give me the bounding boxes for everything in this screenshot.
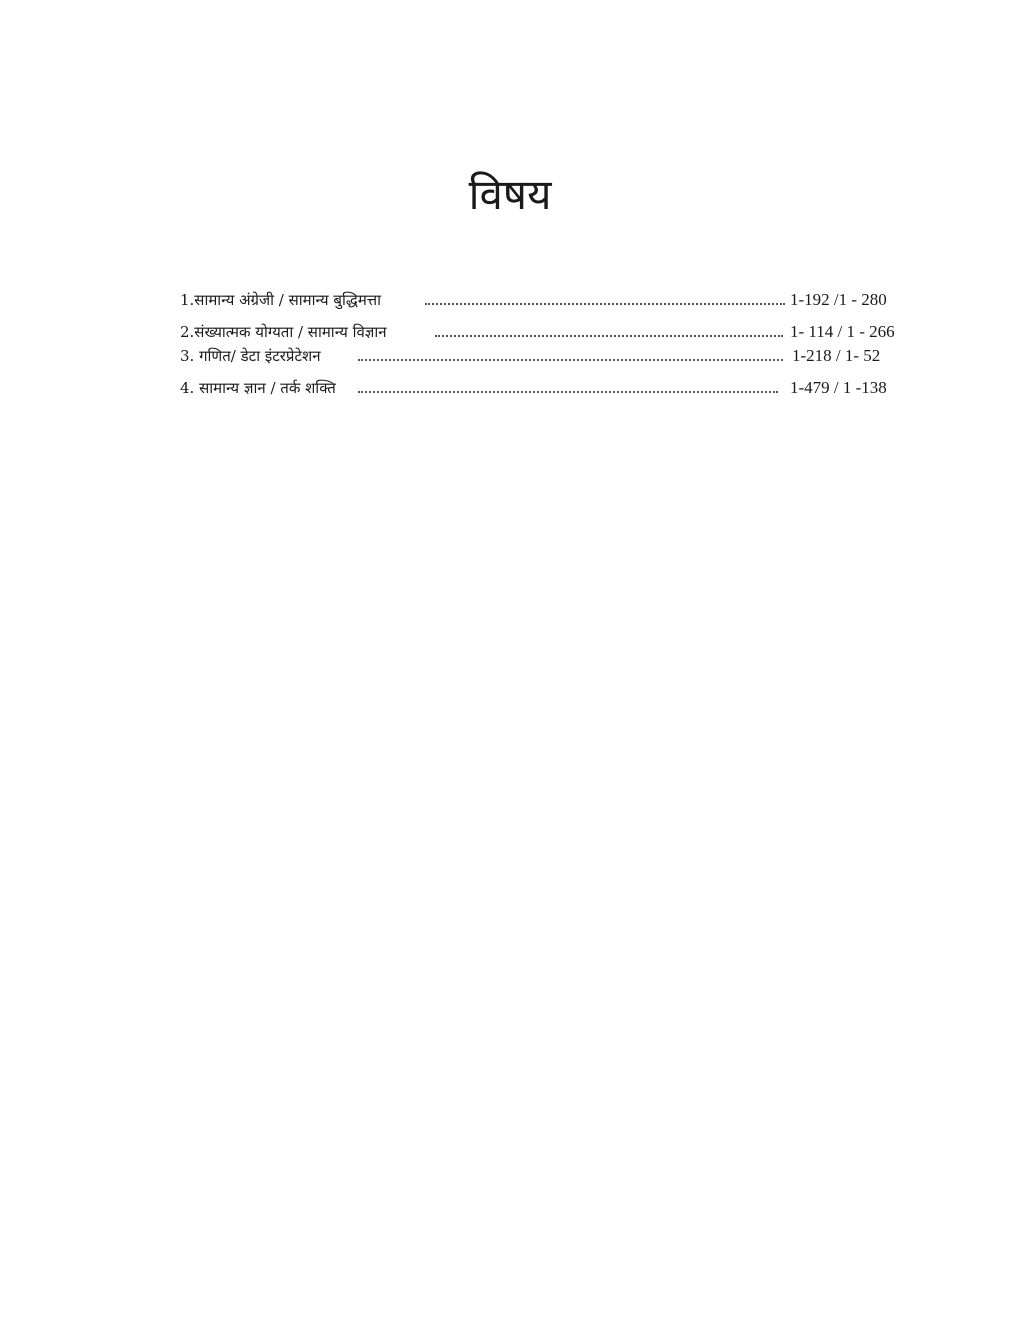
page-title: विषय: [468, 170, 552, 219]
dot-leader: [358, 359, 783, 361]
toc-entry-1[interactable]: [180, 288, 930, 312]
dot-leader: [425, 303, 785, 305]
toc-entry-3[interactable]: [180, 344, 930, 368]
toc-entry-label: 1.सामान्य अंग्रेजी / सामान्य बुद्धिमत्ता: [180, 288, 385, 312]
toc-entry-pages: 1- 114 / 1 - 266: [790, 322, 895, 341]
toc-entry-4[interactable]: [180, 376, 930, 400]
toc-entry-pages: 1-218 / 1- 52: [792, 346, 881, 365]
dot-leader: [358, 391, 778, 393]
toc-entry-label: 4. सामान्य ज्ञान / तर्क शक्ति: [180, 376, 340, 400]
toc-entry-pages: 1-192 /1 - 280: [790, 290, 887, 309]
toc-entry-label: 3. गणित/ डेटा इंटरप्रेटेशन: [180, 344, 325, 368]
toc-entry-pages: 1-479 / 1 -138: [790, 378, 887, 397]
dot-leader: [435, 335, 783, 337]
toc-entry-2[interactable]: [180, 320, 930, 344]
toc-entry-label: 2.संख्यात्मक योग्यता / सामान्य विज्ञान: [180, 320, 391, 344]
table-of-contents: [180, 288, 930, 400]
